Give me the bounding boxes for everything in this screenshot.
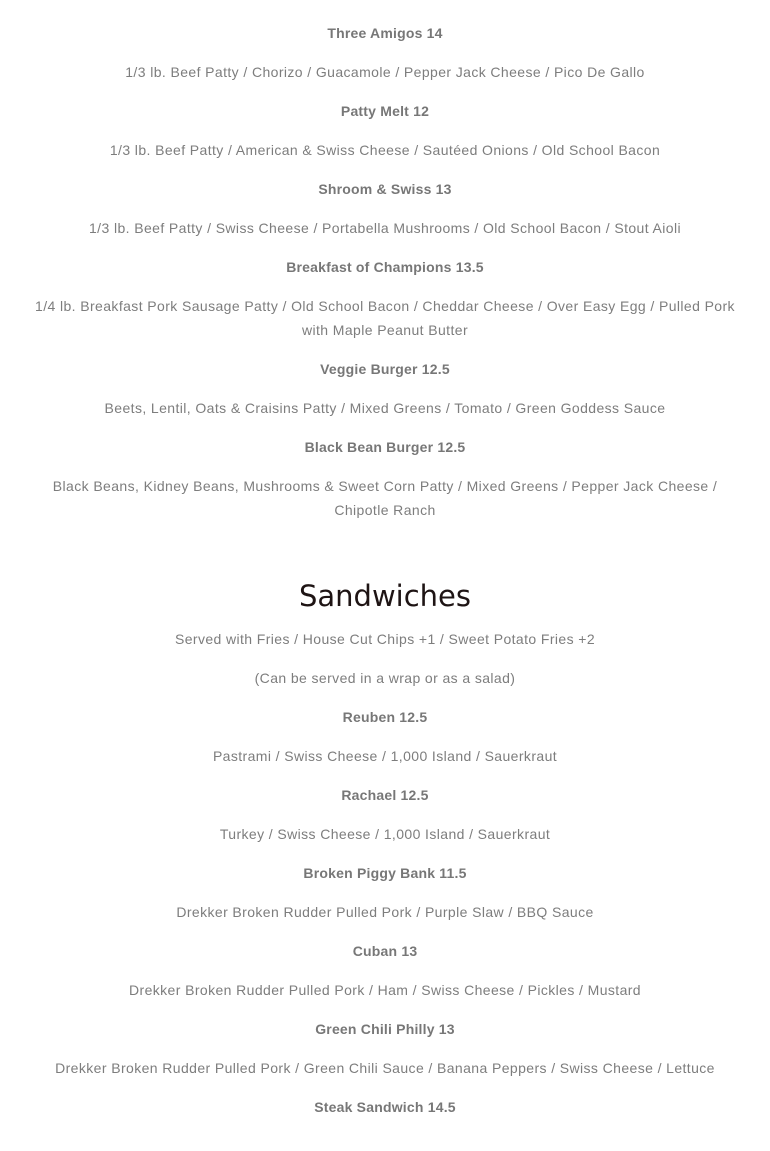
item-description: Pastrami / Swiss Cheese / 1,000 Island / Sauerkraut xyxy=(212,748,558,764)
menu-item xyxy=(0,177,770,240)
item-title: Broken Piggy Bank 11.5 xyxy=(303,865,467,881)
menu-item xyxy=(0,99,770,162)
item-title: Black Bean Burger 12.5 xyxy=(304,439,466,455)
served-with-note: Served with Fries / House Cut Chips +1 / Sweet Potato Fries +2 xyxy=(174,631,596,647)
item-title: Steak Sandwich 14.5 xyxy=(314,1099,456,1115)
section-heading: Sandwiches xyxy=(298,579,472,613)
item-title: Shroom & Swiss 13 xyxy=(318,181,452,197)
menu-item xyxy=(0,705,770,768)
top-spacer xyxy=(0,0,770,21)
item-title: Three Amigos 14 xyxy=(327,25,443,41)
menu-item xyxy=(0,1017,770,1080)
wrap-note: (Can be served in a wrap or as a salad) xyxy=(254,670,516,686)
menu-item xyxy=(0,255,770,342)
burger-list xyxy=(0,21,770,522)
menu-item xyxy=(0,939,770,1002)
menu-item xyxy=(0,861,770,924)
item-title: Cuban 13 xyxy=(352,943,418,959)
item-description: Turkey / Swiss Cheese / 1,000 Island / Sauerkraut xyxy=(219,826,551,842)
item-description: Beets, Lentil, Oats & Craisins Patty / Mixed Greens / Tomato / Green Goddess Sauce xyxy=(104,400,666,416)
menu-item xyxy=(0,435,770,522)
item-description: 1/3 lb. Beef Patty / Chorizo / Guacamole / Pepper Jack Cheese / Pico De Gallo xyxy=(125,64,645,80)
section-spacer xyxy=(0,537,770,576)
menu-item xyxy=(0,783,770,846)
item-description: Drekker Broken Rudder Pulled Pork / Ham / Swiss Cheese / Pickles / Mustard xyxy=(129,982,641,998)
item-description: 1/3 lb. Beef Patty / American & Swiss Cheese / Sautéed Onions / Old School Bacon xyxy=(109,142,661,158)
menu-item xyxy=(0,1095,770,1119)
item-title: Veggie Burger 12.5 xyxy=(320,361,450,377)
menu-item xyxy=(0,21,770,84)
item-title: Rachael 12.5 xyxy=(341,787,429,803)
item-title: Patty Melt 12 xyxy=(340,103,430,119)
item-description: 1/4 lb. Breakfast Pork Sausage Patty / Old School Bacon / Cheddar Cheese / Over Easy Egg / Pulled Pork with Maple Peanut Butter xyxy=(35,298,735,338)
item-description: 1/3 lb. Beef Patty / Swiss Cheese / Portabella Mushrooms / Old School Bacon / Stout Aioli xyxy=(89,220,681,236)
item-title: Green Chili Philly 13 xyxy=(315,1021,455,1037)
sandwiches-section xyxy=(0,576,770,1119)
item-description: Black Beans, Kidney Beans, Mushrooms & Sweet Corn Patty / Mixed Greens / Pepper Jack Cheese / Chipotle Ranch xyxy=(52,478,718,518)
item-description: Drekker Broken Rudder Pulled Pork / Green Chili Sauce / Banana Peppers / Swiss Cheese / Lettuce xyxy=(55,1060,715,1076)
item-title: Breakfast of Champions 13.5 xyxy=(286,259,484,275)
item-description: Drekker Broken Rudder Pulled Pork / Purple Slaw / BBQ Sauce xyxy=(176,904,594,920)
item-title: Reuben 12.5 xyxy=(342,709,428,725)
menu-item xyxy=(0,357,770,420)
